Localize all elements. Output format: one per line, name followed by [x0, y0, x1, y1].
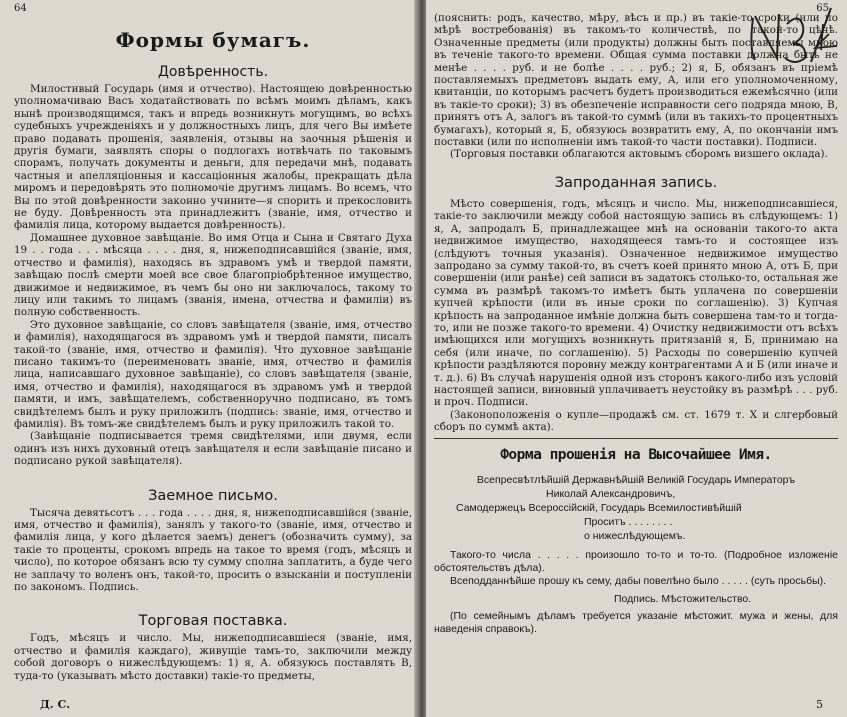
- right-column: [434, 12, 838, 636]
- paragraph-proshenie-note: (По семейнымъ дѣламъ требуется указаніе мѣстожит. мужа и жены, для наведенія справокъ).: [434, 609, 838, 635]
- signature-line: Подпись. Мѣстожительство.: [614, 592, 752, 605]
- section-heading-doverennost: Довѣренность.: [157, 64, 269, 80]
- address-line-3: Самодержецъ Всероссійскій, Государь Всемилостивѣйшій: [456, 501, 742, 514]
- paragraph-zaprodazhnaya-note: (Законоположенія о купле—продажѣ см. ст. 1679 т. X и слгербовый сборъ по суммѣ акта).: [434, 408, 838, 434]
- paragraph-zaveshchanie-3: (Завѣщаніе подписывается тремя свидѣтелями, или двумя, если одинъ изъ нихъ духовный отецъ завѣщателя и если завѣщаніе писано и подписано рукой завѣщателя).: [14, 430, 412, 468]
- paragraph-zaemnoe: Тысяча девятьсотъ . . . года . . . . дня, я, нижеподписавшійся (званіе, имя, отчество и фамилія), занялъ у такого-то (званіе, имя, отчество и фамилія лица, у кого дѣлается заемъ) денегъ (обозначить сумму), за такіе то проценты, срокомъ впредь на такое то время (годъ, мѣсяцъ и число), по которое обязанъ всю ту сумму сполна заплатить, а буде чего не заплачу то воленъ онъ, такой-то, просить о взысканіи и поступленіи по закономъ. Подпись.: [14, 506, 412, 594]
- section-divider: [434, 438, 838, 439]
- section-heading-torgovaya: Торговая поставка.: [138, 613, 288, 630]
- section-heading-zaemnoe: Заемное письмо.: [148, 487, 278, 504]
- paragraph-doverennost: Милостивый Государь (имя и отчество). Настоящею довѣренностью уполномачиваю Васъ ходатайствовать по всѣмъ моимъ дѣламъ, какъ нынѣ производящимся, такъ и впредь возникнуть могущимъ, во всѣхъ судебныхъ учрежденіяхъ и у должностныхъ лицъ, для чего Вы имѣете право подавать прошенія, заявленія, отзывы на заочныя рѣшенія и другія бумаги, заявлять споры о подлогахъ иотвѣчать по таковымъ спорамъ, получать документы и деньги, для передачи мнѣ, подавать частныя и апелляціонныя и кассаціонныя жалобы, прекращать дѣла миромъ и передовѣрять это полномочіе другимъ лицамъ. Во всемъ, что Вы по этой довѣренности законно учините—я спорить и прекословить не буду. Довѣренность эта принадлежитъ (званіе, имя, отчество и фамилія лица, которому выдается довѣренность).: [14, 83, 412, 232]
- paragraph-zaveshchanie-1: Домашнее духовное завѣщаніе. Во имя Отца и Сына и Святаго Духа 19 . . года . . . мѣсяца . . . . дня, я, нижеподписавшійся (званіе, имя, отчество и фамилія), находясь въ здравомъ умѣ и твердой памяти, завѣщаю послѣ смерти моей все свое благопріобрѣтенное имущество, движимое и недвижимое, въ чемъ бы оно ни заключалось, такому то лицу или такимъ то лицамъ (званія, имена, отчества и фамиліи) въ полную собственность.: [14, 231, 412, 319]
- paragraph-proshenie-1: Такого-то числа . . . . . произошло то-то и то-то. (Подробное изложеніе обстоятельствъ дѣла).: [434, 548, 838, 574]
- page-title: Формы бумагъ.: [115, 28, 311, 52]
- left-column: [14, 12, 412, 682]
- page-number-right: 65: [816, 3, 829, 14]
- paragraph-torgovaya-continued: (пояснить: родъ, качество, мѣру, вѣсъ и пр.) въ такіе-то сроки (или по мѣрѣ востребованія) въ такомъ-то количествѣ, по такой-то цѣнѣ. Означенные предметы (или продукты) должны быть поставляемы мною въ теченіе такого-то времени. Общая сумма поставки должна быть не менѣе . . . . руб. и не болѣе . . . . руб.; 2) я, Б, обязанъ въ пріемѣ поставляемыхъ предметовъ выдать ему, А, или его уполномоченному, квитанціи, по которымъ расчетъ будетъ производиться ежемѣсячно (или въ такіе-то сроки); 3) въ обезпеченіе исправности сего подряда мною, В, принятъ отъ А, залогъ въ такой-то суммѣ (или въ такихъ-то процентныхъ бумагахъ), который я, Б, обязуюсь возвратить ему, А, по окончаніи имъ поставки (или по исполненіи имъ такой-то части поставки). Подписи.: [434, 12, 838, 149]
- address-line-5: о нижеслѣдующемъ.: [584, 529, 686, 542]
- footer-signature-right: 5: [816, 698, 823, 711]
- footer-signature-left: Д. С.: [40, 698, 71, 711]
- paragraph-torgovaya-note: (Торговыя поставки облагаются актовымъ сборомъ визшего оклада).: [450, 148, 828, 161]
- section-heading-zaprodazhnaya: Запроданная запись.: [554, 174, 718, 191]
- right-page: [426, 0, 847, 717]
- paragraph-proshenie-2: Всеподданнѣйше прошу къ сему, дабы повелѣно было . . . . . (суть просьбы).: [450, 574, 827, 587]
- paragraph-zaprodazhnaya: Мѣсто совершенія, годъ, мѣсяцъ и число. Мы, нижеподписавшіеся, такіе-то заключили между собой настоящую запись въ слѣдующемъ: 1) я, А, запродалъ Б, принадлежащее мнѣ на основаніи такого-то акта недвижимое имущество, находящееся тамъ-то и состоящее изъ (слѣдуютъ точныя указанія). Означенное недвижимое имущество запродано за сумму такой-то, въ счетъ коей принято мною А, отъ Б, при совершеніи (или ранѣе) сей записи въ задатокъ столько-то, остальная же сумма въ размѣрѣ такомъ-то имѣетъ быть уплачена по совершеніи купчей крѣпости (или въ иные сроки по соглашенію). 3) Купчая крѣпость на запроданное имѣніе должна быть совершена там-то и тогда-то, или не позже такого-то времени. 4) Очистку недвижимости отъ всѣхъ имѣющихся или могущихъ возникнуть притязаній я, Б, принимаю на себя (или иначе, по соглашенію). 5) Расходы по совершенію купчей крѣпости раздѣляются поровну между контрагентами А и Б (или иначе и т. д.). 6) Въ случаѣ нарушенія одной изъ сторонъ какого-либо изъ условій настоящей записи, виновный уплачиваетъ неустойку въ размѣрѣ . . . руб. и проч. Подписи.: [434, 197, 838, 409]
- address-line-1: Всепресвѣтлѣйшій Державнѣйшій Великій Государь Императоръ: [476, 473, 796, 486]
- left-page: [0, 0, 418, 717]
- page-number-left: 64: [14, 3, 27, 14]
- section-heading-proshenie: Форма прошенія на Высочайшее Имя.: [500, 446, 772, 463]
- paragraph-zaveshchanie-2: Это духовное завѣщаніе, со словъ завѣщателя (званіе, имя, отчество и фамилія), находящагося въ здравомъ умѣ и твердой памяти, писалъ такой-то (званіе, имя, отчество и фамилія). Что духовное завѣщаніе писано такимъ-то (переименовать званіе, имя, отчество и фамилія лица, написавшаго духовное завѣщаніе), со словъ завѣщателя (званіе, имя, отчество и фамилія), находящагося въ здравомъ умѣ и твердой памяти, и имъ, завѣщателемъ, собственноручно подписано, въ томъ свидѣтелемъ былъ и руку приложилъ (подпись: званіе, имя, отчество и фамилія). Въ томъ-же свидѣтелемъ былъ и руку приложилъ такой то.: [14, 318, 412, 430]
- address-line-2: Николай Александровичъ,: [546, 487, 676, 500]
- paragraph-torgovaya: Годъ, мѣсяцъ и число. Мы, нижеподписавшіеся (званіе, имя, отчество и фамилія каждаго), живущіе тамъ-то, заключили между собой договоръ о нижеслѣдующемъ: 1) я, А. обязуюсь поставлять В, туда-то (указывать мѣсто доставки) такіе-то предметы,: [14, 632, 412, 682]
- address-line-4: Проситъ . . . . . . . .: [584, 515, 673, 528]
